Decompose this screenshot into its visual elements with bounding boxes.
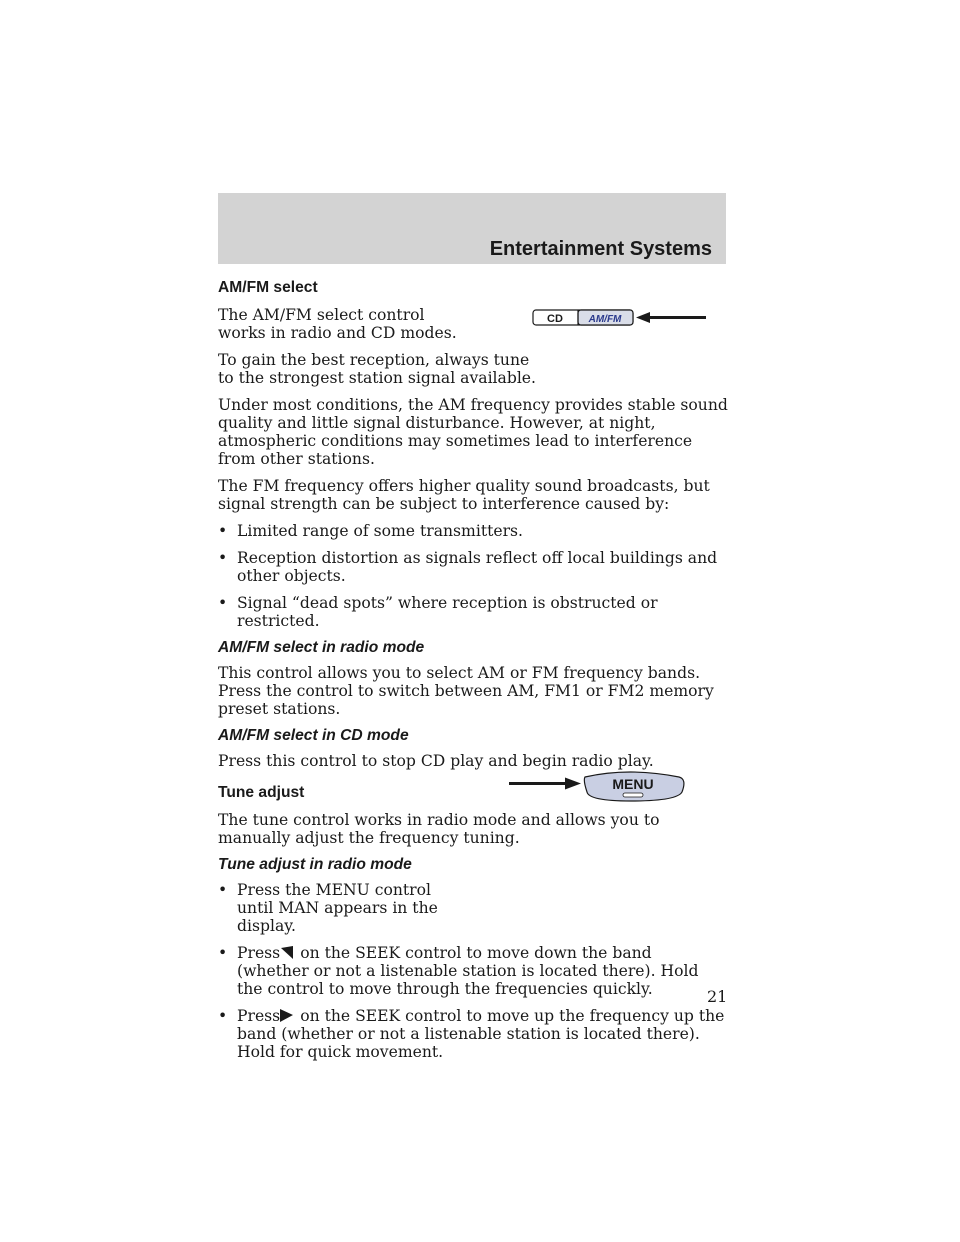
list-item bbox=[218, 594, 728, 630]
bullet: • bbox=[218, 594, 228, 612]
amfm-select-para-1: The AM/FM select control works in radio and CD modes. bbox=[218, 306, 457, 342]
amfm-label: AM/FM bbox=[588, 314, 622, 325]
amfm-select-para-4: The FM frequency offers higher quality sound broadcasts, but signal strength can be subject to interference caused by: bbox=[218, 477, 710, 513]
list-item bbox=[218, 522, 728, 540]
radio-mode-heading: AM/FM select in radio mode bbox=[218, 639, 425, 656]
section-header-band bbox=[218, 193, 726, 264]
list-item-text: Signal “dead spots” where reception is obstructed or restricted. bbox=[237, 594, 658, 630]
list-item-text: Limited range of some transmitters. bbox=[237, 522, 524, 540]
cd-mode-text: Press this control to stop CD play and begin radio play. bbox=[218, 752, 654, 770]
bullet: • bbox=[218, 944, 228, 962]
list-item-text: on the SEEK control to move down the band (whether or not a listenable station is located there). Hold the control to move through the frequencies quickly. bbox=[237, 944, 699, 998]
cd-mode-heading: AM/FM select in CD mode bbox=[218, 727, 409, 744]
interference-list bbox=[218, 522, 728, 630]
list-item-text: Press the MENU control until MAN appears in the display. bbox=[237, 881, 438, 935]
bullet: • bbox=[218, 1007, 228, 1025]
bullet: • bbox=[218, 881, 228, 899]
page-number: 21 bbox=[707, 987, 728, 1006]
radio-mode-text: This control allows you to select AM or FM frequency bands. Press the control to switch between AM, FM1 or FM2 memory preset stations. bbox=[218, 664, 714, 718]
list-item bbox=[218, 944, 728, 998]
list-item-text: Reception distortion as signals reflect off local buildings and other objects. bbox=[237, 549, 718, 585]
bullet: • bbox=[218, 522, 228, 540]
tune-radio-mode-heading: Tune adjust in radio mode bbox=[218, 856, 412, 873]
page-content bbox=[218, 279, 728, 1070]
press-label: Press bbox=[237, 944, 281, 962]
section-title: Entertainment Systems bbox=[489, 238, 712, 260]
bullet: • bbox=[218, 549, 228, 567]
list-item-text: on the SEEK control to move up the frequency up the band (whether or not a listenable station is located there). Hold for quick movement. bbox=[237, 1007, 725, 1061]
menu-label: MENU bbox=[612, 776, 654, 792]
tune-steps-list bbox=[218, 881, 728, 1061]
tune-adjust-heading: Tune adjust bbox=[218, 784, 305, 801]
amfm-select-para-2: To gain the best reception, always tune to the strongest station signal available. bbox=[218, 351, 536, 387]
seek-down-arrow-icon bbox=[280, 946, 294, 959]
list-item bbox=[218, 1007, 728, 1061]
tune-adjust-text: The tune control works in radio mode and allows you to manually adjust the frequency tuning. bbox=[218, 811, 660, 847]
amfm-select-para-3: Under most conditions, the AM frequency provides stable sound quality and little signal disturbance. However, at night, atmospheric conditions may sometimes lead to interference from other stations. bbox=[218, 396, 728, 468]
amfm-select-heading: AM/FM select bbox=[218, 279, 318, 296]
list-item bbox=[218, 881, 472, 935]
list-item bbox=[218, 549, 728, 585]
seek-up-arrow-icon bbox=[280, 1009, 294, 1022]
press-label: Press bbox=[237, 1007, 281, 1025]
cd-label: CD bbox=[547, 313, 563, 325]
